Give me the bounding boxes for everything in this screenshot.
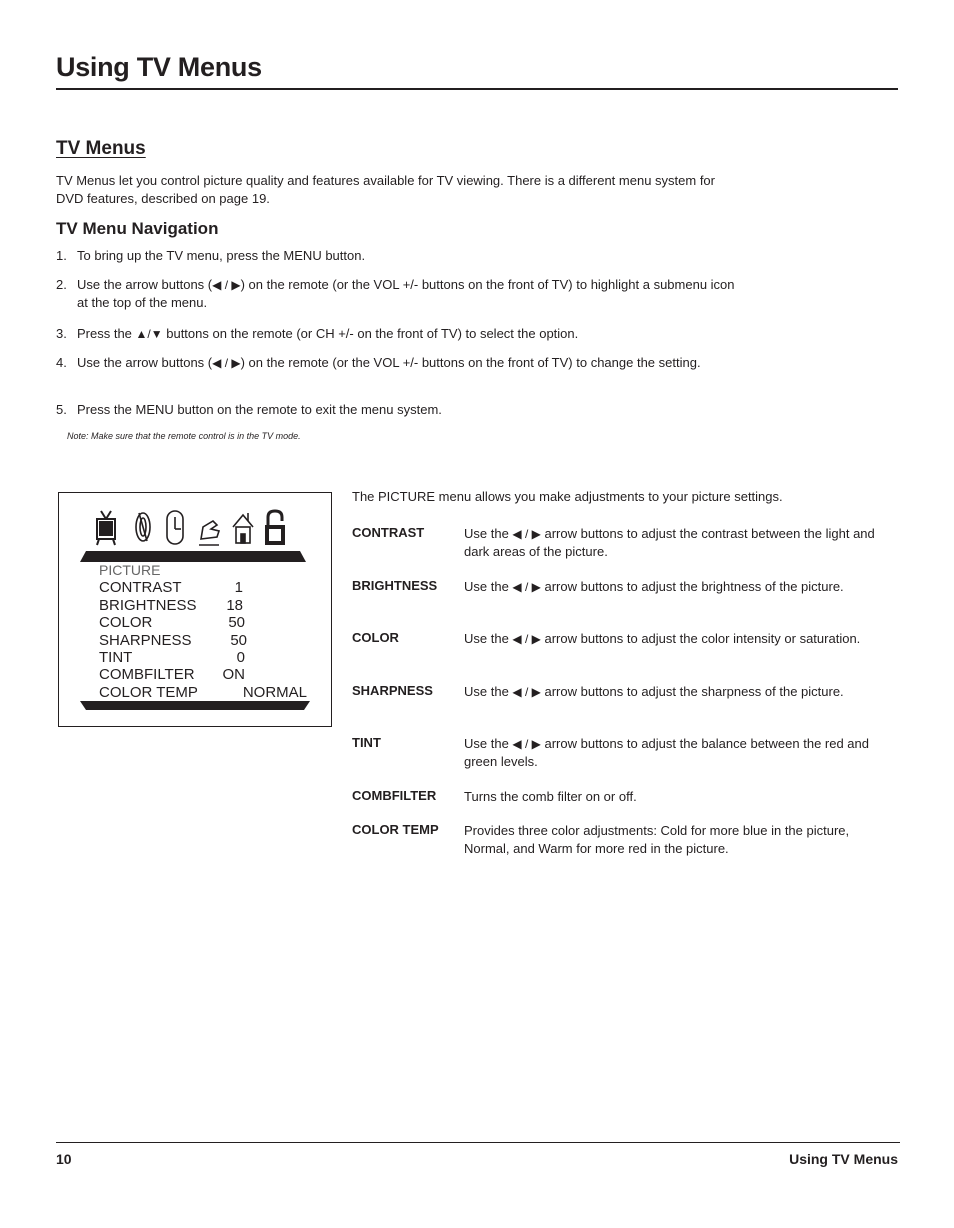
term-color: COLOR — [352, 630, 399, 645]
term-tint: TINT — [352, 735, 381, 750]
menu-row-value: NORMAL — [242, 684, 307, 701]
menu-row-label: TINT — [99, 649, 133, 666]
term-brightness: BRIGHTNESS — [352, 578, 438, 593]
menu-row-brightness — [99, 597, 299, 614]
menu-bottom-bar — [80, 701, 310, 710]
left-right-arrows-icon: ◀ / ▶ — [512, 527, 541, 541]
picture-menu-intro: The PICTURE menu allows you make adjustments to your picture settings. — [352, 489, 783, 504]
step-1 — [56, 247, 736, 265]
step-text: ) on the remote (or the VOL +/- buttons on the front of TV) to highlight a submenu icon at the top of the menu. — [77, 277, 735, 310]
page-title: Using TV Menus — [56, 52, 262, 82]
step-text: ) on the remote (or the VOL +/- buttons on the front of TV) to change the setting. — [240, 355, 701, 370]
page-number: 10 — [56, 1151, 72, 1167]
desc-tint: Use the ◀ / ▶ arrow buttons to adjust the balance between the red and green levels. — [464, 736, 870, 769]
footer-rule — [56, 1142, 900, 1143]
menu-icon-strip — [93, 509, 293, 549]
menu-row-label: COMBFILTER — [99, 666, 195, 683]
desc-color: Use the ◀ / ▶ arrow buttons to adjust the color intensity or saturation. — [464, 631, 861, 646]
menu-row-combfilter — [99, 666, 299, 683]
step-2 — [56, 276, 736, 312]
section-title: TV Menus — [56, 138, 146, 159]
menu-row-label: COLOR TEMP — [99, 684, 198, 701]
menu-heading: PICTURE — [99, 562, 161, 578]
step-text: Use the arrow buttons ( — [77, 355, 213, 370]
step-5 — [56, 401, 736, 419]
menu-row-sharpness — [99, 632, 299, 649]
left-right-arrows-icon: ◀ / ▶ — [212, 356, 241, 370]
left-right-arrows-icon: ◀ / ▶ — [512, 632, 541, 646]
up-down-arrows-icon: ▲/▼ — [135, 327, 163, 341]
audio-icon — [136, 513, 150, 541]
step-3 — [56, 325, 736, 343]
left-right-arrows-icon: ◀ / ▶ — [512, 685, 541, 699]
step-number: 2. — [56, 277, 67, 292]
desc-sharpness: Use the ◀ / ▶ arrow buttons to adjust the sharpness of the picture. — [464, 684, 844, 699]
step-number: 4. — [56, 355, 67, 370]
left-right-arrows-icon: ◀ / ▶ — [512, 737, 541, 751]
term-combfilter: COMBFILTER — [352, 788, 437, 803]
menu-row-color — [99, 614, 299, 631]
term-sharpness: SHARPNESS — [352, 683, 433, 698]
home-icon — [233, 513, 253, 543]
desc-brightness: Use the ◀ / ▶ arrow buttons to adjust the brightness of the picture. — [464, 579, 844, 594]
step-text: Press the — [77, 326, 136, 341]
menu-top-bar — [80, 551, 306, 562]
step-text: To bring up the TV menu, press the MENU button. — [77, 248, 366, 263]
clock-icon — [167, 511, 183, 544]
step-4 — [56, 354, 736, 372]
step-number: 1. — [56, 248, 67, 263]
left-right-arrows-icon: ◀ / ▶ — [512, 580, 541, 594]
term-color-temp: COLOR TEMP — [352, 822, 439, 837]
footer-section-title: Using TV Menus — [789, 1151, 898, 1167]
menu-row-label: COLOR — [99, 614, 153, 631]
lock-icon — [265, 511, 285, 545]
menu-row-color-temp — [99, 684, 307, 701]
section-intro: TV Menus let you control picture quality and features available for TV viewing. There is a different menu system for DVD features, described on page 19. — [56, 173, 715, 206]
menu-row-value: 0 — [236, 649, 245, 666]
desc-color-temp: Provides three color adjustments: Cold for more blue in the picture, Normal, and Warm for more red in the picture. — [464, 823, 850, 856]
menu-row-label: BRIGHTNESS — [99, 597, 197, 614]
tv-icon — [97, 511, 115, 545]
left-right-arrows-icon: ◀ / ▶ — [212, 278, 241, 292]
desc-combfilter: Turns the comb filter on or off. — [464, 789, 637, 804]
hand-icon — [199, 521, 219, 545]
menu-row-contrast — [99, 579, 299, 596]
menu-row-value: 50 — [228, 614, 245, 631]
picture-menu-illustration — [58, 492, 332, 727]
menu-row-value: 1 — [234, 579, 243, 596]
term-contrast: CONTRAST — [352, 525, 425, 540]
header-rule — [56, 88, 898, 90]
menu-row-value: ON — [222, 666, 245, 683]
desc-contrast: Use the ◀ / ▶ arrow buttons to adjust the contrast between the light and dark areas of the picture. — [464, 526, 875, 559]
navigation-title: TV Menu Navigation — [56, 219, 219, 238]
menu-row-tint — [99, 649, 299, 666]
note: Note: Make sure that the remote control is in the TV mode. — [67, 431, 301, 441]
step-text: Press the MENU button on the remote to exit the menu system. — [77, 402, 442, 417]
menu-row-value: 18 — [226, 597, 243, 614]
menu-row-value: 50 — [230, 632, 247, 649]
step-number: 3. — [56, 326, 67, 341]
step-text: buttons on the remote (or CH +/- on the front of TV) to select the option. — [162, 326, 579, 341]
step-text: Use the arrow buttons ( — [77, 277, 213, 292]
menu-row-label: SHARPNESS — [99, 632, 192, 649]
menu-row-label: CONTRAST — [99, 579, 182, 596]
step-number: 5. — [56, 402, 67, 417]
